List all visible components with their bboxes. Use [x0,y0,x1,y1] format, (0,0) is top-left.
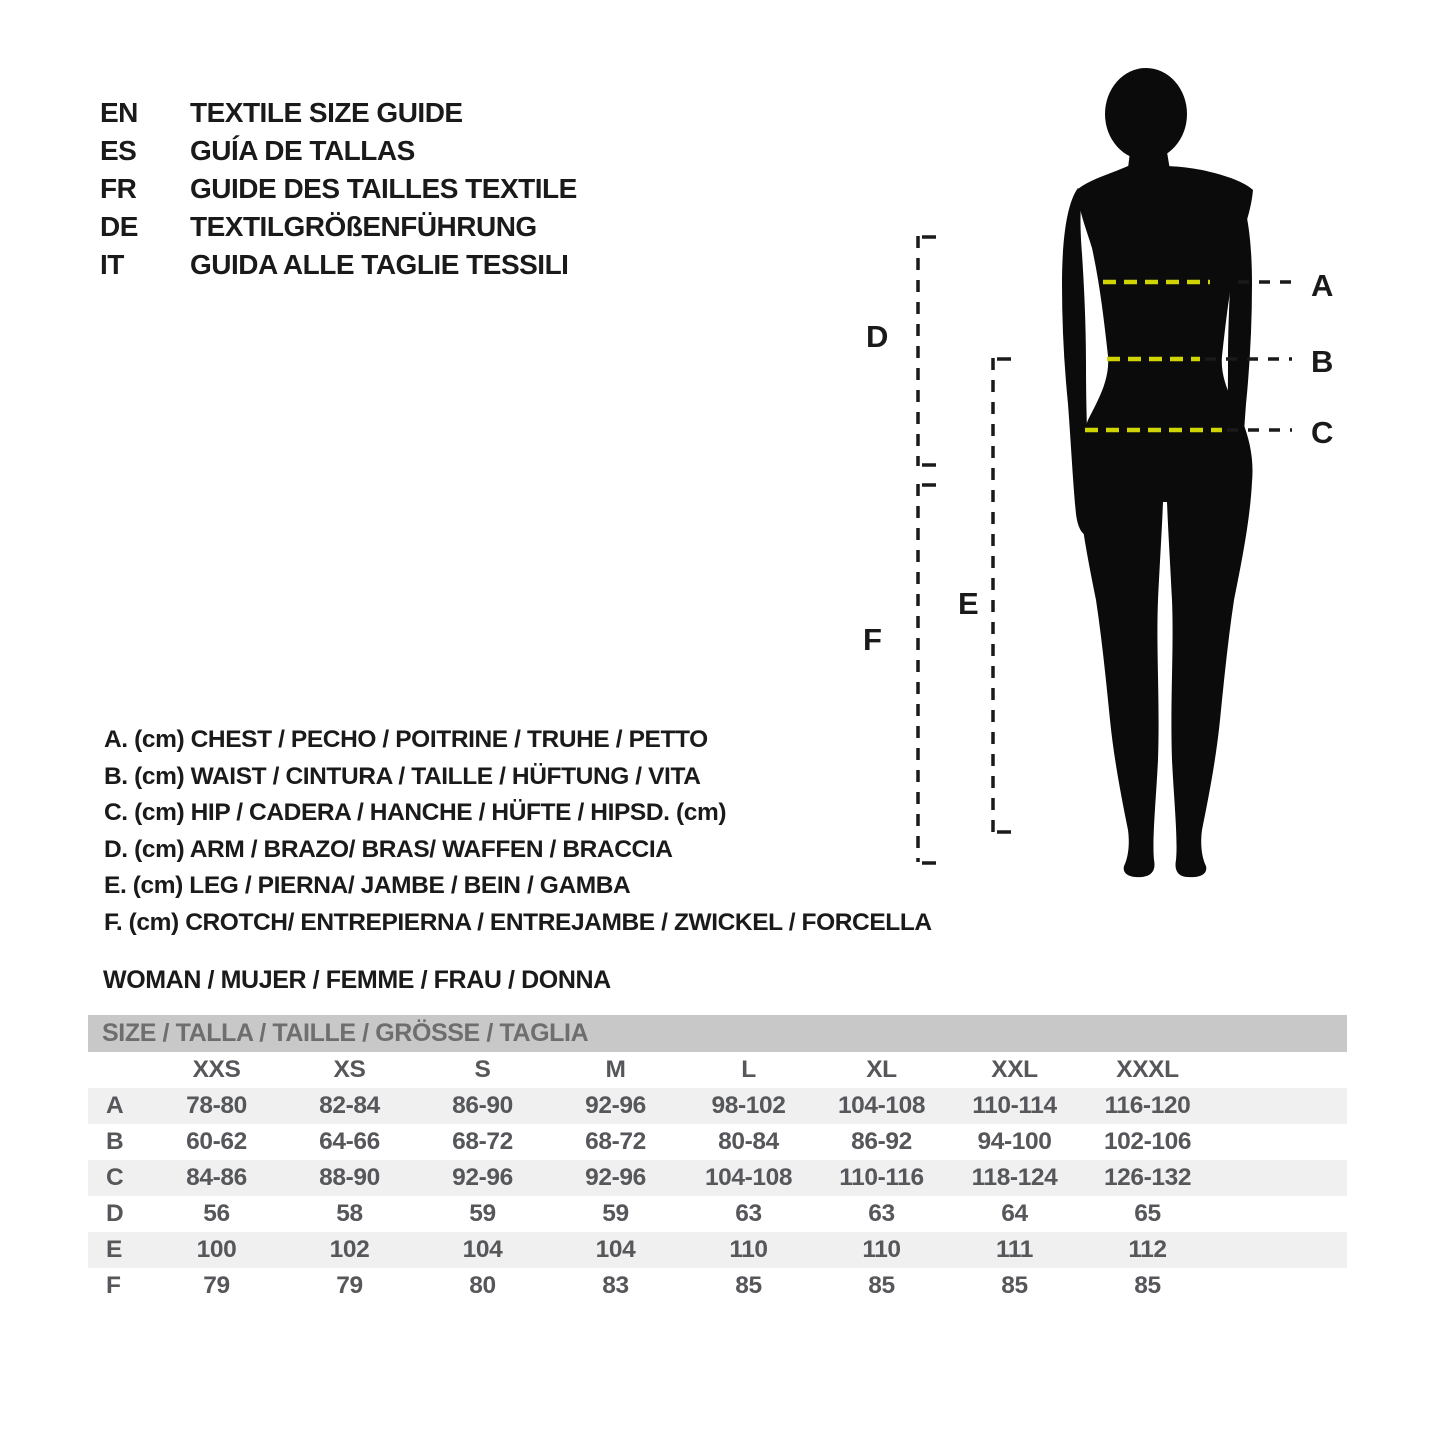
table-cell: 80-84 [718,1128,779,1155]
measurement-item: D. (cm) ARM / BRAZO/ BRAS/ WAFFEN / BRACCIA [104,835,673,863]
language-code: IT [100,249,124,280]
language-row [100,208,577,246]
table-cell: 86-90 [452,1092,513,1119]
table-cell: 84-86 [186,1164,247,1191]
table-cell: 59 [469,1200,496,1227]
table-cell: 79 [203,1272,230,1299]
table-cell: 85 [868,1272,895,1299]
end-ticks [922,237,1011,863]
table-cell: 63 [868,1200,895,1227]
table-cell: 118-124 [971,1164,1058,1191]
table-cell: 82-84 [319,1092,380,1119]
label-f: F [863,622,882,657]
row-label: F [106,1272,121,1299]
sizes-header-row [88,1052,1347,1088]
row-label: C [106,1164,124,1191]
table-cell: 59 [602,1200,629,1227]
table-cell: 80 [469,1272,496,1299]
table-cell: 79 [336,1272,363,1299]
size-table-header: SIZE / TALLA / TAILLE / GRÖSSE / TAGLIA [88,1015,1347,1052]
table-cell: 64 [1001,1200,1028,1227]
table-row [88,1268,1347,1304]
table-cell: 104-108 [704,1164,793,1191]
woman-silhouette-icon [1062,68,1253,877]
language-code: FR [100,173,137,204]
table-cell: 111 [996,1236,1033,1263]
language-code: EN [100,97,138,128]
table-cell: 85 [1001,1272,1028,1299]
table-cell: 86-92 [851,1128,912,1155]
table-cell: 102 [329,1236,370,1263]
table-cell: 126-132 [1103,1164,1192,1191]
table-cell: 116-120 [1104,1092,1191,1119]
table-cell: 83 [602,1272,629,1299]
table-cell: 112 [1128,1236,1167,1263]
table-cell: 60-62 [186,1128,247,1155]
table-row [88,1160,1347,1196]
table-cell: 110 [862,1236,901,1263]
table-cell: 104 [462,1236,503,1263]
measurement-item: B. (cm) WAIST / CINTURA / TAILLE / HÜFTUNG / VITA [104,762,701,790]
language-title: GUÍA DE TALLAS [190,135,415,166]
table-cell: 65 [1134,1200,1161,1227]
vertical-measure-lines [918,236,1011,863]
row-label: A [106,1092,124,1119]
table-row [88,1232,1347,1268]
table-cell: 104 [595,1236,636,1263]
language-title: GUIDA ALLE TAGLIE TESSILI [190,249,569,280]
label-a: A [1311,268,1334,303]
language-title: TEXTILE SIZE GUIDE [190,97,463,128]
label-d: D [866,319,889,354]
table-row [88,1196,1347,1232]
table-cell: 85 [1134,1272,1161,1299]
row-label: B [106,1128,124,1155]
table-cell: 104-108 [837,1092,926,1119]
language-row [100,170,577,208]
label-c: C [1311,415,1334,450]
language-title: GUIDE DES TAILLES TEXTILE [190,173,577,204]
table-cell: XL [866,1056,897,1083]
table-cell: 110-114 [972,1092,1057,1119]
table-row [88,1124,1347,1160]
language-list [100,94,577,284]
label-e: E [958,586,979,621]
language-row [100,246,577,284]
table-row [88,1088,1347,1124]
measurement-item: F. (cm) CROTCH/ ENTREPIERNA / ENTREJAMBE / ZWICKEL / FORCELLA [104,908,932,936]
size-table [88,1015,1347,1304]
language-row [100,132,577,170]
table-cell: 98-102 [711,1092,786,1119]
table-cell: M [605,1056,626,1083]
table-cell: XXXL [1116,1056,1179,1083]
table-cell: 92-96 [452,1164,513,1191]
language-code: ES [100,135,137,166]
table-cell: 68-72 [452,1128,513,1155]
table-cell: S [474,1056,491,1083]
table-cell: 100 [196,1236,237,1263]
measurement-legend [104,722,932,941]
table-cell: 92-96 [585,1164,646,1191]
row-label: E [106,1236,122,1263]
table-cell: 64-66 [319,1128,380,1155]
table-cell: 94-100 [977,1128,1052,1155]
table-cell: 56 [203,1200,230,1227]
language-code: DE [100,211,138,242]
table-cell: XXL [991,1056,1038,1083]
measurement-item: E. (cm) LEG / PIERNA/ JAMBE / BEIN / GAMBA [104,872,631,900]
table-cell: 63 [735,1200,762,1227]
table-cell: 110-116 [839,1164,924,1191]
language-title: TEXTILGRÖßENFÜHRUNG [190,211,537,242]
size-table-body [88,1052,1347,1304]
table-cell: 110 [729,1236,768,1263]
table-cell: 78-80 [186,1092,247,1119]
language-row [100,94,577,132]
audience-title: WOMAN / MUJER / FEMME / FRAU / DONNA [103,966,611,994]
measurement-item: C. (cm) HIP / CADERA / HANCHE / HÜFTE / HIPSD. (cm) [104,799,727,827]
row-label: D [106,1200,124,1227]
measurement-item: A. (cm) CHEST / PECHO / POITRINE / TRUHE / PETTO [104,726,708,754]
table-cell: 85 [735,1272,762,1299]
table-cell: XS [333,1056,366,1083]
table-cell: L [741,1056,756,1083]
table-cell: 58 [336,1200,363,1227]
table-cell: 68-72 [585,1128,646,1155]
table-cell: 88-90 [319,1164,380,1191]
table-cell: 92-96 [585,1092,646,1119]
label-b: B [1311,344,1334,379]
table-cell: XXS [192,1056,241,1083]
table-cell: 102-106 [1103,1128,1192,1155]
